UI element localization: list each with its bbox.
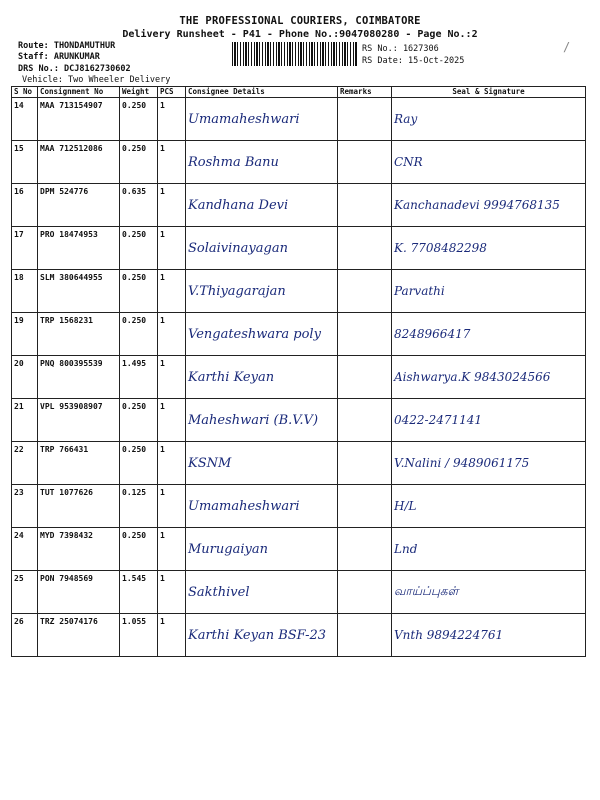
cell-consignment: TUT 1077626 [38, 485, 120, 528]
cell-consignment: MYD 7398432 [38, 528, 120, 571]
cell-consignment: MAA 713154907 [38, 98, 120, 141]
runsheet-table [11, 86, 586, 657]
cell-remarks [338, 270, 392, 313]
cell-consignment: PRO 18474953 [38, 227, 120, 270]
cell-consignee: Maheshwari (B.V.V) [186, 399, 338, 442]
cell-remarks [338, 399, 392, 442]
cell-consignment: VPL 953908907 [38, 399, 120, 442]
cell-remarks [338, 356, 392, 399]
cell-signature: Aishwarya.K 9843024566 [392, 356, 586, 399]
cell-weight: 1.055 [120, 614, 158, 657]
cell-consignment: DPM 524776 [38, 184, 120, 227]
table-header-row [12, 87, 586, 98]
cell-pcs: 1 [158, 485, 186, 528]
staff-label: Staff: ARUNKUMAR [18, 52, 100, 62]
cell-signature: CNR [392, 141, 586, 184]
cell-sno: 23 [12, 485, 38, 528]
cell-weight: 0.125 [120, 485, 158, 528]
cell-consignee: Sakthivel [186, 571, 338, 614]
cell-pcs: 1 [158, 399, 186, 442]
cell-signature: Vnth 9894224761 [392, 614, 586, 657]
cell-pcs: 1 [158, 571, 186, 614]
cell-signature: Lnd [392, 528, 586, 571]
cell-sno: 21 [12, 399, 38, 442]
cell-weight: 0.250 [120, 528, 158, 571]
cell-sno: 17 [12, 227, 38, 270]
table-row [12, 227, 586, 270]
cell-weight: 0.635 [120, 184, 158, 227]
cell-consignee: Vengateshwara poly [186, 313, 338, 356]
cell-consignee: Karthi Keyan [186, 356, 338, 399]
vehicle-label: Vehicle: Two Wheeler Delivery [22, 75, 171, 85]
cell-pcs: 1 [158, 528, 186, 571]
rs-date: RS Date: 15-Oct-2025 [362, 56, 465, 66]
cell-sno: 16 [12, 184, 38, 227]
cell-pcs: 1 [158, 98, 186, 141]
cell-pcs: 1 [158, 614, 186, 657]
cell-weight: 1.495 [120, 356, 158, 399]
col-pcs: PCS [158, 87, 186, 98]
cell-consignment: SLM 380644955 [38, 270, 120, 313]
col-remarks: Remarks [338, 87, 392, 98]
cell-remarks [338, 98, 392, 141]
company-title: THE PROFESSIONAL COURIERS, COIMBATORE [179, 15, 421, 27]
cell-consignee: Karthi Keyan BSF-23 [186, 614, 338, 657]
table-row [12, 313, 586, 356]
cell-pcs: 1 [158, 227, 186, 270]
col-consignment: Consignment No [38, 87, 120, 98]
drs-label: DRS No.: DCJ8162730602 [18, 64, 131, 74]
cell-remarks [338, 571, 392, 614]
cell-consignee: Roshma Banu [186, 141, 338, 184]
col-sno: S No [12, 87, 38, 98]
cell-pcs: 1 [158, 356, 186, 399]
cell-signature: 0422-2471141 [392, 399, 586, 442]
barcode [232, 42, 358, 66]
cell-remarks [338, 141, 392, 184]
cell-consignment: PNQ 800395539 [38, 356, 120, 399]
cell-signature: V.Nalini / 9489061175 [392, 442, 586, 485]
cell-sno: 19 [12, 313, 38, 356]
cell-consignment: MAA 712512086 [38, 141, 120, 184]
table-row [12, 442, 586, 485]
cell-weight: 0.250 [120, 442, 158, 485]
cell-weight: 0.250 [120, 270, 158, 313]
cell-sno: 20 [12, 356, 38, 399]
table-row [12, 485, 586, 528]
table-row [12, 399, 586, 442]
cell-weight: 0.250 [120, 399, 158, 442]
table-row [12, 270, 586, 313]
cell-weight: 0.250 [120, 227, 158, 270]
cell-sno: 18 [12, 270, 38, 313]
cell-signature: Parvathi [392, 270, 586, 313]
col-weight: Weight [120, 87, 158, 98]
cell-signature: K. 7708482298 [392, 227, 586, 270]
cell-remarks [338, 313, 392, 356]
cell-consignee: Umamaheshwari [186, 485, 338, 528]
cell-signature: Kanchanadevi 9994768135 [392, 184, 586, 227]
cell-consignment: TRP 1568231 [38, 313, 120, 356]
cell-weight: 0.250 [120, 98, 158, 141]
table-row [12, 356, 586, 399]
cell-pcs: 1 [158, 270, 186, 313]
cell-consignment: TRZ 25074176 [38, 614, 120, 657]
col-consignee: Consignee Details [186, 87, 338, 98]
cell-consignee: Umamaheshwari [186, 98, 338, 141]
table-row [12, 141, 586, 184]
cell-remarks [338, 227, 392, 270]
cell-pcs: 1 [158, 141, 186, 184]
cell-signature: 8248966417 [392, 313, 586, 356]
cell-remarks [338, 528, 392, 571]
table-row [12, 98, 586, 141]
cell-remarks [338, 485, 392, 528]
table-row [12, 528, 586, 571]
cell-sno: 26 [12, 614, 38, 657]
cell-sno: 14 [12, 98, 38, 141]
cell-consignee: Kandhana Devi [186, 184, 338, 227]
table-row [12, 571, 586, 614]
col-signature: Seal & Signature [392, 87, 586, 98]
cell-consignee: V.Thiyagarajan [186, 270, 338, 313]
cell-signature: Ray [392, 98, 586, 141]
cell-signature: H/L [392, 485, 586, 528]
cell-consignee: KSNM [186, 442, 338, 485]
cell-sno: 15 [12, 141, 38, 184]
cell-remarks [338, 442, 392, 485]
cell-sno: 24 [12, 528, 38, 571]
cell-sno: 22 [12, 442, 38, 485]
table-row [12, 184, 586, 227]
cell-weight: 0.250 [120, 141, 158, 184]
cell-consignee: Solaivinayagan [186, 227, 338, 270]
cell-pcs: 1 [158, 442, 186, 485]
corner-mark: / [563, 40, 571, 54]
cell-consignee: Murugaiyan [186, 528, 338, 571]
route-label: Route: THONDAMUTHUR [18, 41, 116, 51]
cell-sno: 25 [12, 571, 38, 614]
cell-pcs: 1 [158, 184, 186, 227]
cell-pcs: 1 [158, 313, 186, 356]
cell-remarks [338, 184, 392, 227]
runsheet-subtitle: Delivery Runsheet - P41 - Phone No.:9047080280 - Page No.:2 [122, 29, 478, 40]
cell-consignment: TRP 766431 [38, 442, 120, 485]
cell-signature: வாய்ப்புகள் [392, 571, 586, 614]
cell-weight: 1.545 [120, 571, 158, 614]
cell-consignment: PON 7948569 [38, 571, 120, 614]
rs-number: RS No.: 1627306 [362, 44, 439, 54]
table-row [12, 614, 586, 657]
cell-weight: 0.250 [120, 313, 158, 356]
cell-remarks [338, 614, 392, 657]
